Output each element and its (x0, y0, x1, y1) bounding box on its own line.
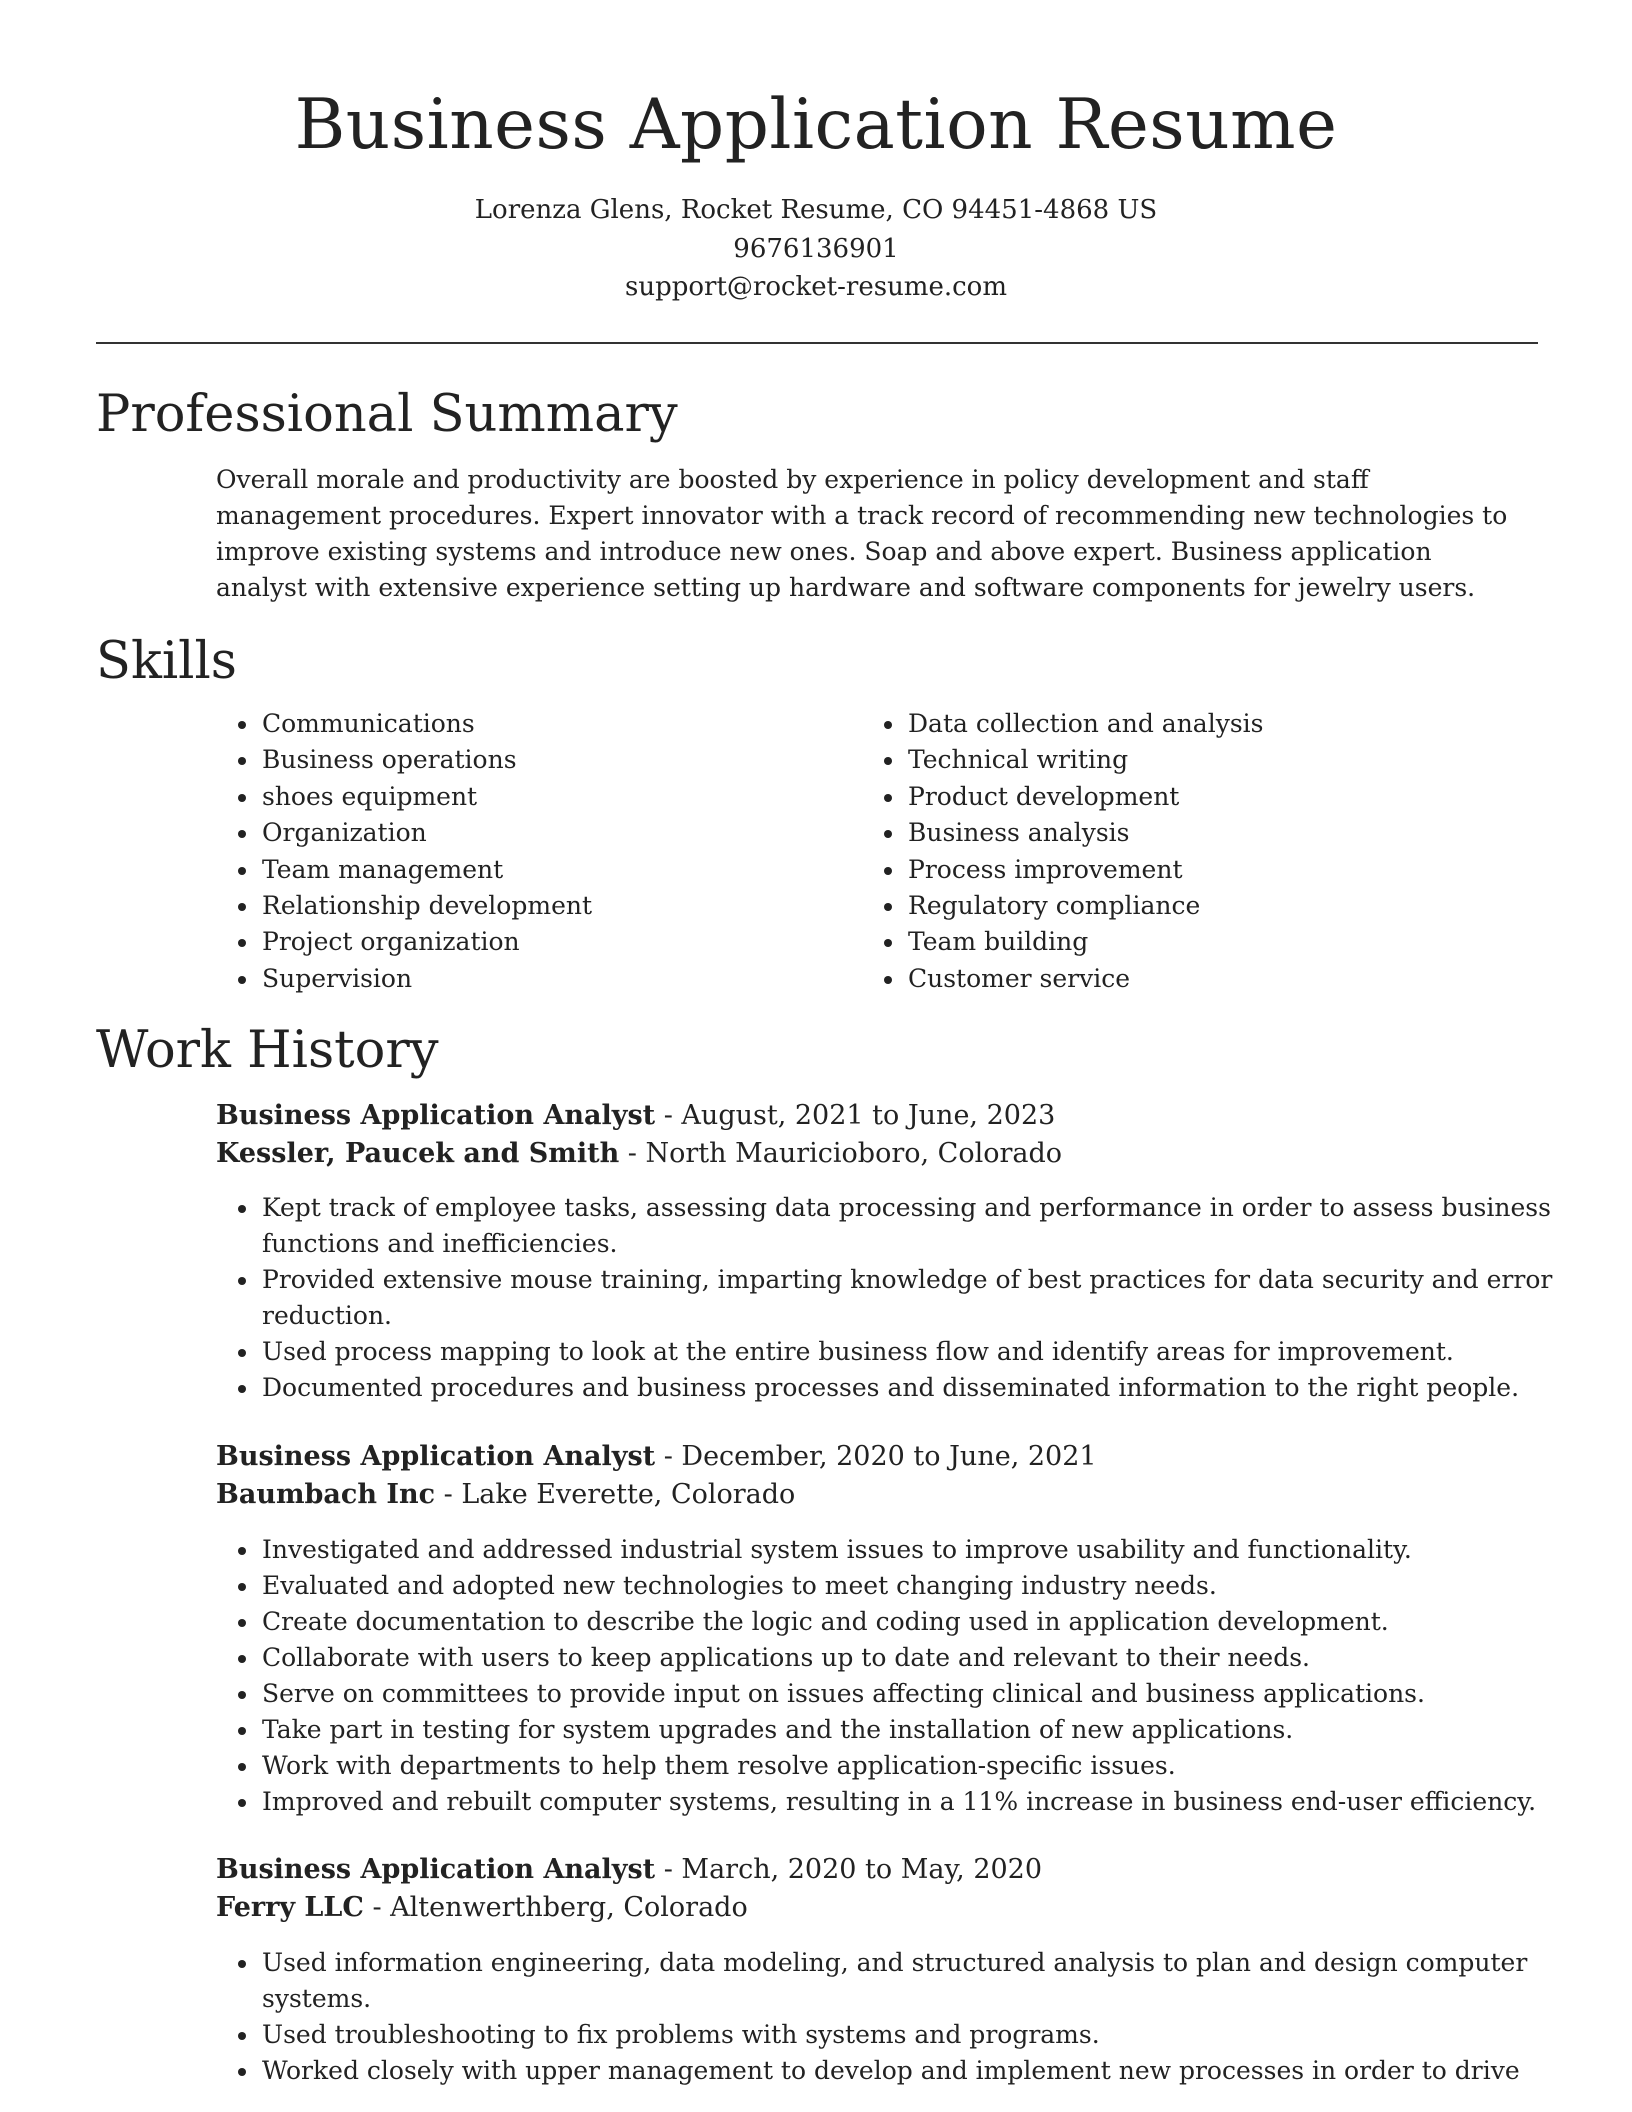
job-company-line (216, 1135, 1516, 1173)
duty-item: • Work with departments to help them resolve application-specific issues. (260, 1748, 1560, 1784)
skills-list-right (862, 706, 1546, 997)
job-dates: - December, 2020 to June, 2021 (655, 1441, 1097, 1472)
resume-title: Business Application Resume (294, 85, 1338, 165)
duty-item: • Kept track of employee tasks, assessing data processing and performance in order to assess business functions and inefficiencies. (260, 1190, 1560, 1262)
skill-item: • Regulatory compliance (906, 888, 1546, 924)
skill-item: • Organization (260, 815, 860, 851)
contact-address: Lorenza Glens, Rocket Resume, CO 94451-4868 US (474, 195, 1158, 225)
duty-item: • Create documentation to describe the logic and coding used in application development. (260, 1604, 1560, 1640)
job-company-line (216, 1476, 1516, 1514)
job-duties-list (216, 1190, 1560, 1406)
duty-item: • Serve on committees to provide input on issues affecting clinical and business applications. (260, 1676, 1560, 1712)
duty-item: • Take part in testing for system upgrades and the installation of new applications. (260, 1712, 1560, 1748)
skill-item: • Business analysis (906, 815, 1546, 851)
job-company: Baumbach Inc (216, 1479, 436, 1510)
work-history-heading: Work History (96, 1021, 439, 1080)
header-divider (96, 342, 1538, 344)
job-duties-list (216, 1532, 1560, 1820)
job-title-line (216, 1851, 1516, 1889)
duty-item: • Used information engineering, data modeling, and structured analysis to plan and design computer systems. (260, 1945, 1560, 2017)
skill-item: • Process improvement (906, 852, 1546, 888)
duty-item: • Provided extensive mouse training, imparting knowledge of best practices for data security and error reduction. (260, 1262, 1560, 1334)
job-role: Business Application Analyst (216, 1100, 656, 1131)
duty-item: • Evaluated and adopted new technologies to meet changing industry needs. (260, 1568, 1560, 1604)
job-location: - North Mauricioboro, Colorado (619, 1138, 1063, 1169)
skill-item: • Relationship development (260, 888, 860, 924)
skill-item: • Data collection and analysis (906, 706, 1546, 742)
job-role: Business Application Analyst (216, 1441, 656, 1472)
duty-item: • Worked closely with upper management to develop and implement new processes in order to drive (260, 2053, 1560, 2089)
skill-item: • Technical writing (906, 742, 1546, 778)
skill-item: • Customer service (906, 961, 1546, 997)
contact-phone: 9676136901 (733, 234, 899, 264)
job-company-line (216, 1889, 1516, 1927)
job-duties-list (216, 1945, 1560, 2089)
duty-item: • Investigated and addressed industrial system issues to improve usability and functionality. (260, 1532, 1560, 1568)
job-company: Ferry LLC (216, 1892, 364, 1923)
job-location: - Altenwerthberg, Colorado (363, 1892, 748, 1923)
skill-item: • Supervision (260, 961, 860, 997)
duty-item: • Improved and rebuilt computer systems, resulting in a 11% increase in business end-user efficiency. (260, 1784, 1560, 1820)
skill-item: • Team building (906, 924, 1546, 960)
skill-item: • Business operations (260, 742, 860, 778)
job-title-line (216, 1438, 1516, 1476)
duty-item: • Used process mapping to look at the entire business flow and identify areas for improvement. (260, 1334, 1560, 1370)
job-dates: - March, 2020 to May, 2020 (655, 1854, 1043, 1885)
skills-list-left (216, 706, 860, 997)
skill-item: • Team management (260, 852, 860, 888)
job-title-line (216, 1097, 1516, 1135)
skill-item: • Project organization (260, 924, 860, 960)
skills-heading: Skills (96, 632, 237, 691)
duty-item: • Collaborate with users to keep applications up to date and relevant to their needs. (260, 1640, 1560, 1676)
skill-item: • Communications (260, 706, 860, 742)
skill-item: • shoes equipment (260, 779, 860, 815)
job-company: Kessler, Paucek and Smith (216, 1138, 620, 1169)
professional-summary-text: Overall morale and productivity are boosted by experience in policy development and staff management procedures. Expert innovator with a track record of recommending new technologies to improve existing systems and introduce new ones. Soap and above expert. Business application analyst with extensive experience setting up hardware and software components for jewelry users. (216, 465, 1508, 602)
professional-summary-heading: Professional Summary (96, 385, 678, 444)
contact-email: support@rocket-resume.com (624, 272, 1007, 302)
duty-item: • Used troubleshooting to fix problems with systems and programs. (260, 2017, 1560, 2053)
duty-item: • Documented procedures and business processes and disseminated information to the right people. (260, 1370, 1560, 1406)
job-role: Business Application Analyst (216, 1854, 656, 1885)
job-location: - Lake Everette, Colorado (435, 1479, 796, 1510)
job-dates: - August, 2021 to June, 2023 (655, 1100, 1056, 1131)
skill-item: • Product development (906, 779, 1546, 815)
